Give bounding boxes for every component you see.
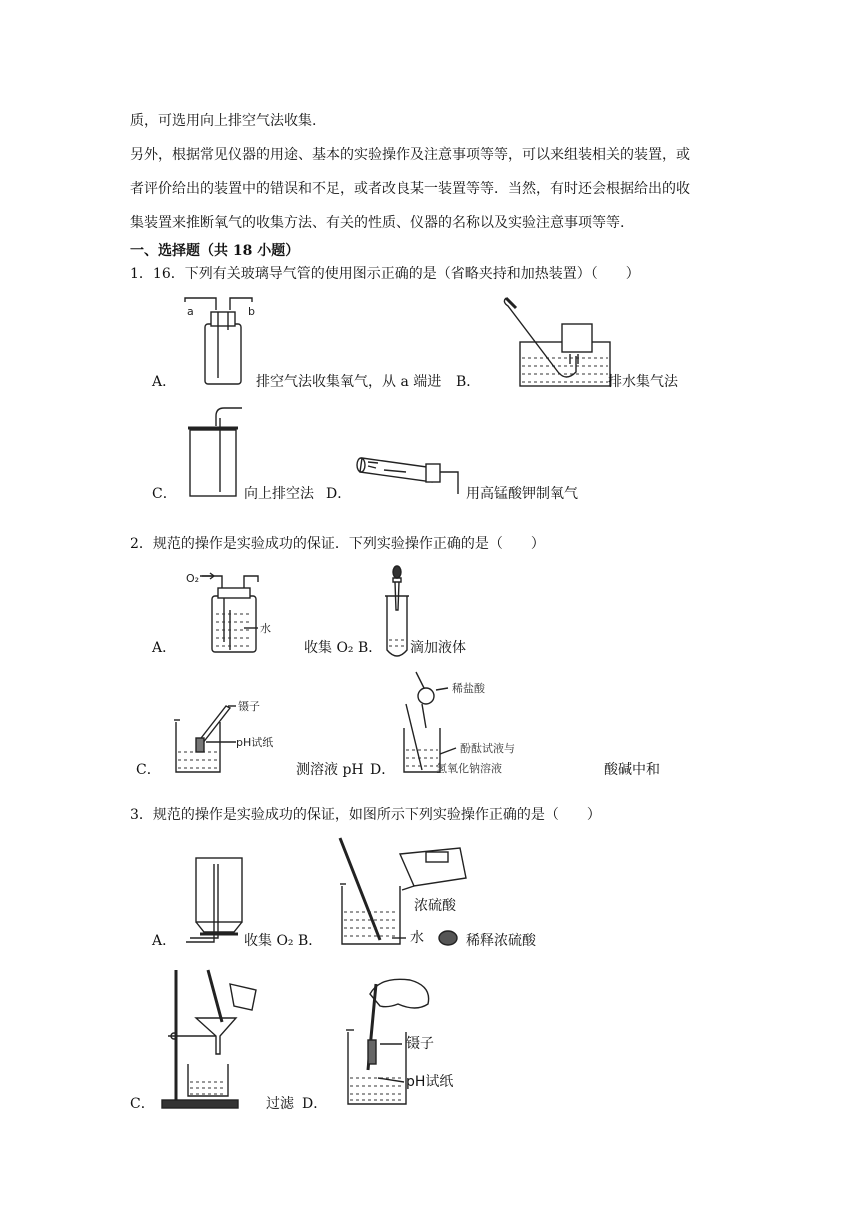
intro-line-3: 者评价给出的装置中的错误和不足，或者改良某一装置等等．当然，有时还会根据给出的收 — [130, 181, 690, 197]
q3-fig-b-acid-label: 浓硫酸 — [414, 898, 456, 914]
q1-option-a-text: 排空气法收集氧气，从 a 端进 — [256, 374, 442, 390]
q3-fig-a-inverted-bottle — [184, 852, 248, 950]
q2-fig-c-tweezers-label: 镊子 — [238, 700, 260, 713]
q1-option-b-letter: B． — [456, 374, 481, 390]
q3-option-c-text: 过滤 — [266, 1096, 294, 1112]
q3-option-d-letter: D． — [302, 1096, 328, 1112]
q1-fig-b-water-trough — [500, 292, 620, 392]
q1-fig-a-label-a: a — [187, 305, 194, 318]
q2-option-a-text: 收集 O₂ — [304, 640, 354, 656]
q2-option-b-text: 滴加液体 — [410, 640, 466, 656]
q1-option-c-letter: C． — [152, 486, 177, 502]
q2-stem: 2．规范的操作是实验成功的保证．下列实验操作正确的是（ ） — [130, 536, 545, 552]
q3-option-b-text: 稀释浓硫酸 — [466, 933, 536, 949]
q1-fig-a-gas-bottle — [180, 290, 260, 390]
q2-fig-c-ph-label: pH试纸 — [236, 736, 274, 749]
q3-fig-b-water-label: 水 — [410, 930, 424, 946]
q2-option-a-letter: A． — [152, 640, 177, 656]
q1-fig-d-heated-test-tube — [354, 448, 466, 498]
q2-fig-d-solution-label-2: 氢氧化钠溶液 — [436, 762, 502, 775]
q1-option-b-text: 排水集气法 — [608, 374, 678, 390]
q2-option-d-letter: D． — [370, 762, 396, 778]
q3-fig-b-dilute-acid — [330, 834, 480, 952]
q3-fig-d-ph-label: pH试纸 — [406, 1074, 454, 1090]
q2-option-b-letter: B． — [358, 640, 383, 656]
q2-option-c-text: 测溶液 pH — [296, 762, 364, 778]
q2-fig-a-o2-label: O₂ — [186, 572, 200, 585]
q2-option-d-text: 酸碱中和 — [604, 762, 660, 778]
q1-option-c-text: 向上排空法 — [244, 486, 314, 502]
section-title: 一、选择题（共 18 小题） — [130, 243, 300, 259]
q1-option-a-letter: A． — [152, 374, 177, 390]
q1-stem: 1．16．下列有关玻璃导气管的使用图示正确的是（省略夹持和加热装置）（ ） — [130, 266, 640, 282]
q1-option-d-text: 用高锰酸钾制氧气 — [466, 486, 578, 502]
q3-stem: 3．规范的操作是实验成功的保证，如图所示下列实验操作正确的是（ ） — [130, 807, 601, 823]
intro-line-1: 质，可选用向上排空气法收集. — [130, 113, 317, 129]
q3-fig-c-filtration — [160, 966, 270, 1112]
q3-option-a-letter: A． — [152, 933, 177, 949]
q1-option-d-letter: D． — [326, 486, 352, 502]
q3-option-a-text: 收集 O₂ — [244, 933, 294, 949]
q2-fig-d-neutralization — [396, 668, 556, 780]
q3-option-b-letter: B． — [298, 933, 323, 949]
intro-line-4: 集装置来推断氧气的收集方法、有关的性质、仪器的名称以及实验注意事项等等. — [130, 215, 625, 231]
q1-fig-a-label-b: b — [248, 305, 255, 318]
q2-fig-d-acid-label: 稀盐酸 — [452, 682, 485, 695]
q2-option-c-letter: C． — [136, 762, 161, 778]
q3-fig-d-tweezers-label: 镊子 — [406, 1036, 434, 1052]
q1-fig-c-collecting-bottle — [186, 404, 246, 500]
q3-option-c-letter: C． — [130, 1096, 155, 1112]
intro-line-2: 另外，根据常见仪器的用途、基本的实验操作及注意事项等等，可以来组装相关的装置，或 — [130, 147, 690, 163]
q2-fig-d-solution-label-1: 酚酞试液与 — [460, 742, 515, 755]
q2-fig-a-water-label: 水 — [260, 622, 271, 635]
q3-fig-d-hand-ph-test — [340, 970, 470, 1112]
q2-fig-b-dropper — [382, 566, 412, 662]
q2-fig-a-bottle-water — [186, 570, 276, 662]
q2-fig-c-ph-test — [170, 696, 290, 780]
